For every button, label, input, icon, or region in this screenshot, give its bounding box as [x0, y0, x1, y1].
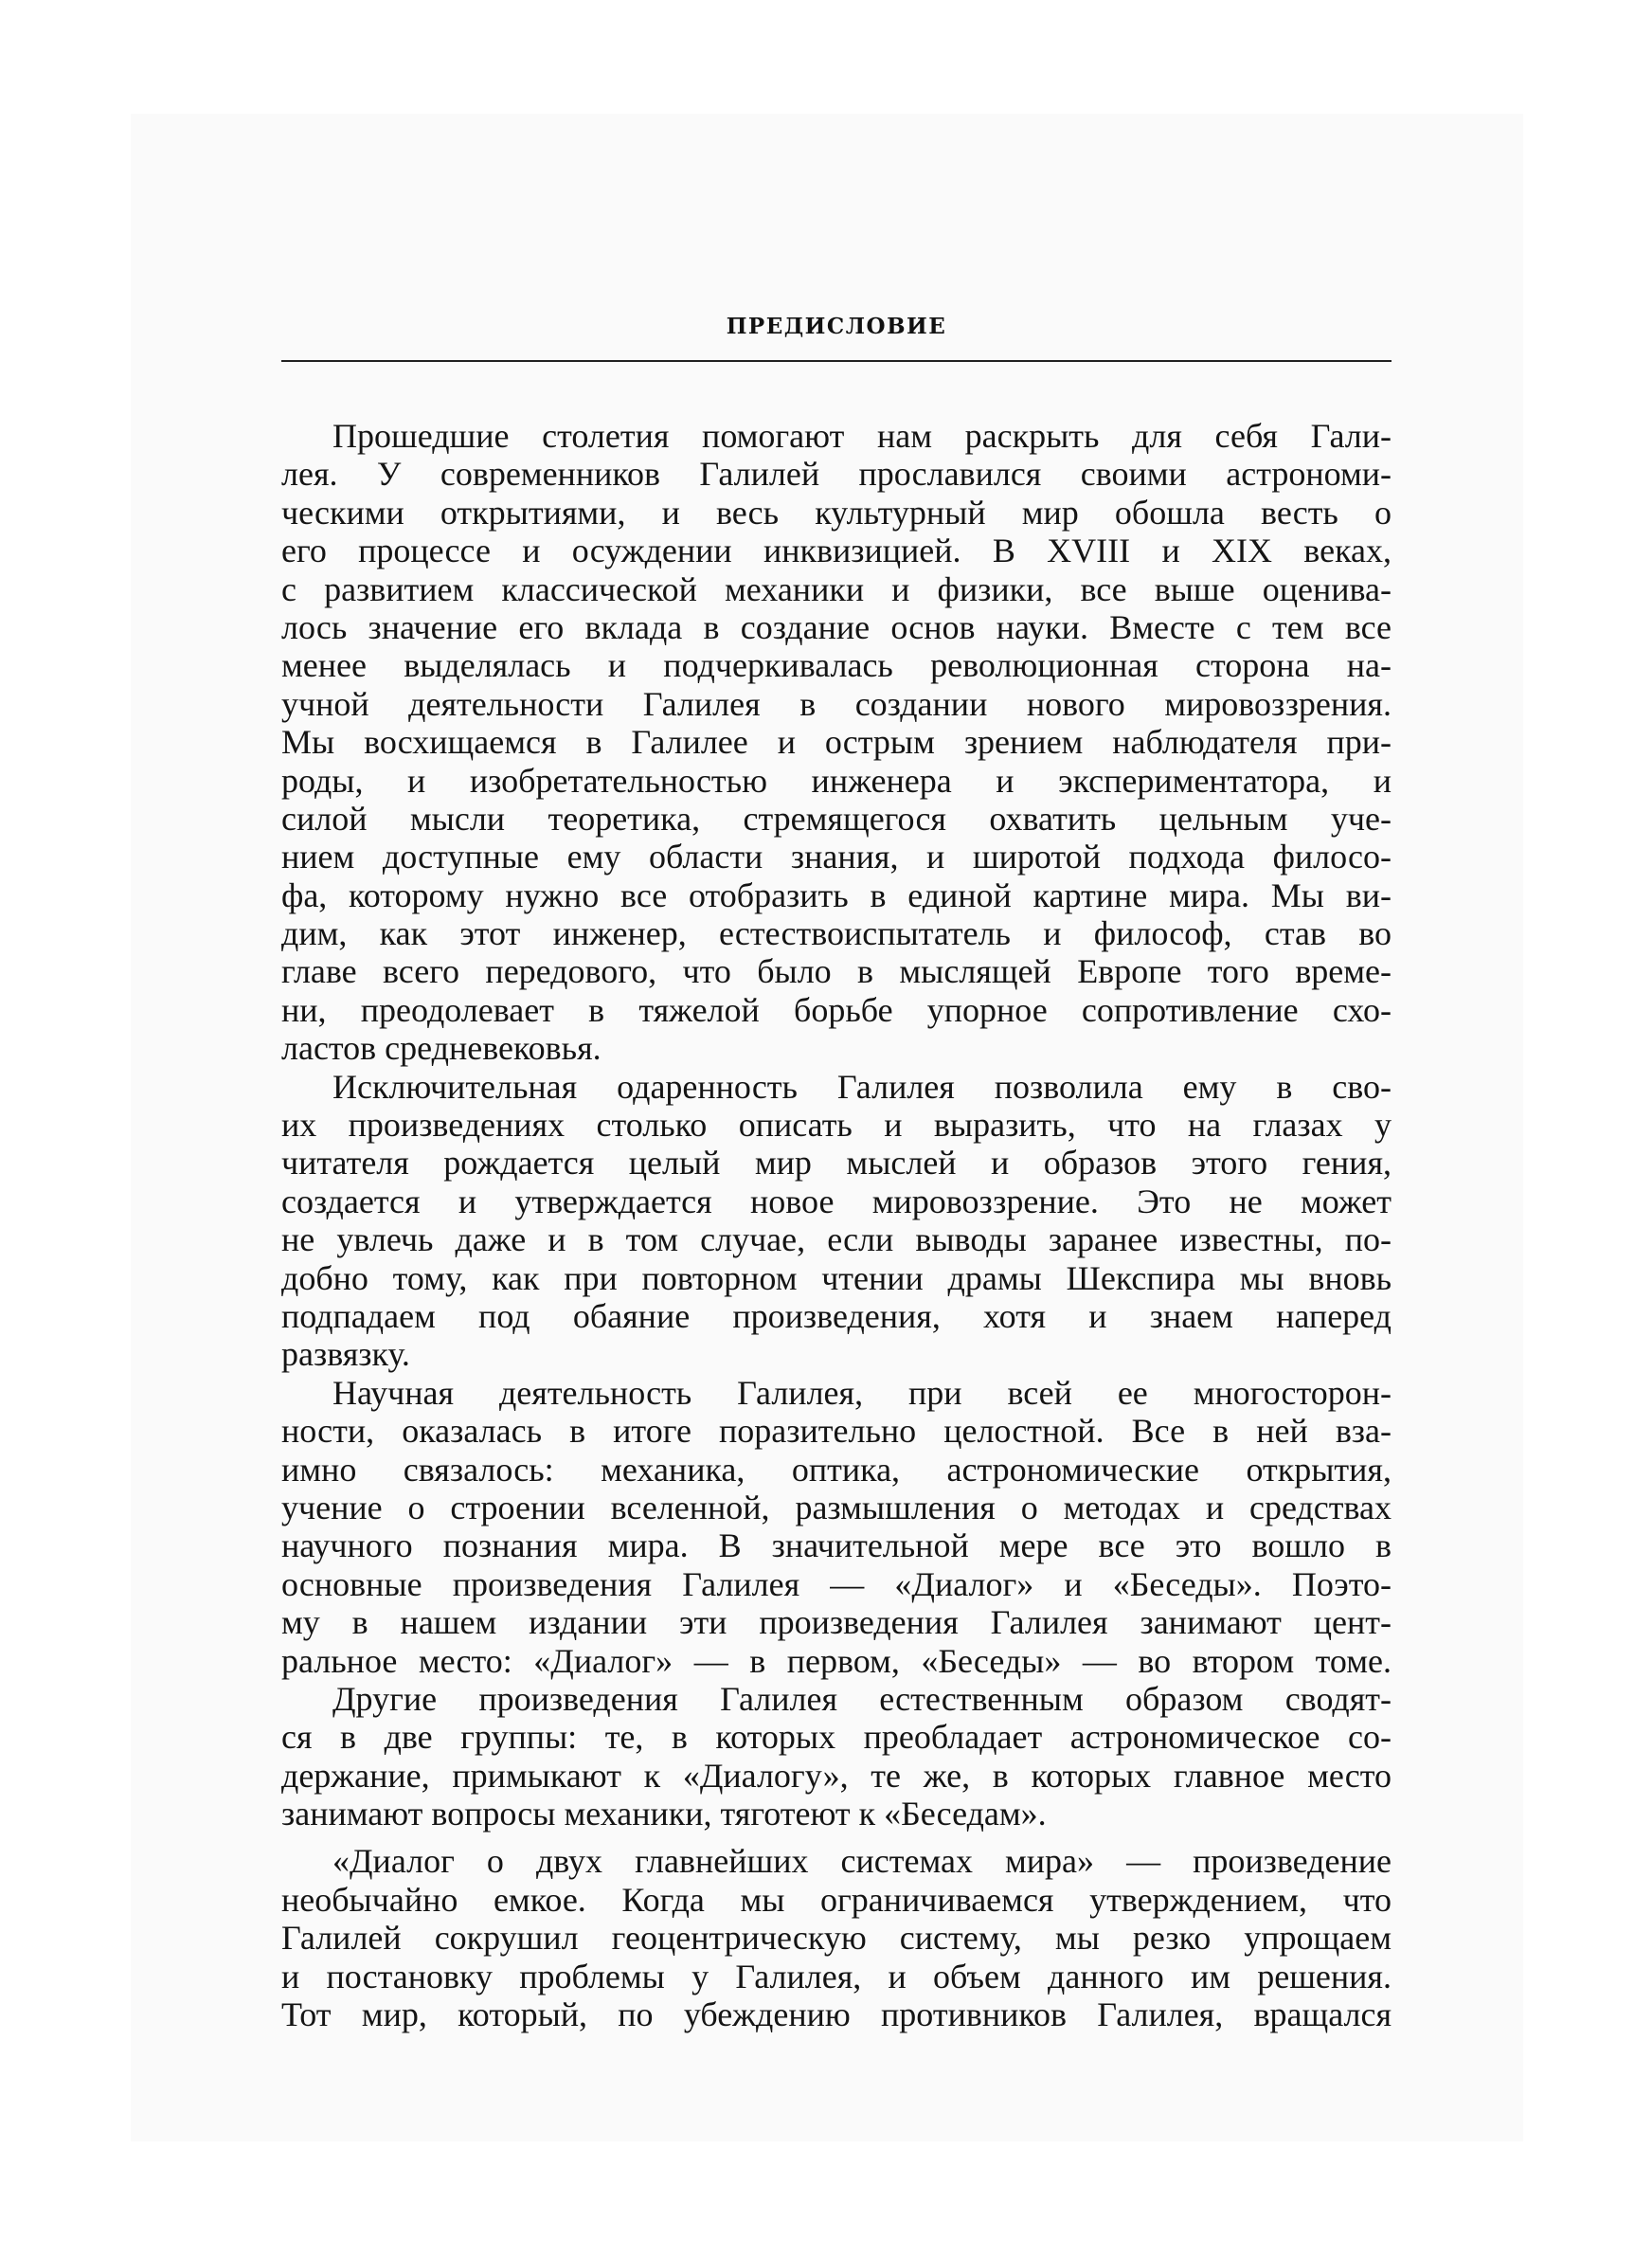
paragraph-gap	[281, 1833, 1392, 1842]
text-line: ни, преодолевает в тяжелой борьбе упорное сопротивление схо-	[281, 990, 1392, 1029]
text-line: Другие произведения Галилея естественным образом сводят-	[332, 1679, 1392, 1718]
paragraph	[281, 1842, 1392, 2033]
text-line: «Диалог о двух главнейших системах мира» — произведение	[332, 1842, 1392, 1881]
text-line: ности, оказалась в итоге поразительно целостной. Все в ней вза-	[281, 1412, 1392, 1451]
text-line: ластов средневековья.	[281, 1029, 602, 1068]
text-line: роды, и изобретательностью инженера и экспериментатора, и	[281, 761, 1392, 800]
text-line: учной деятельности Галилея в создании нового мировоззрения.	[281, 684, 1392, 723]
text-line: добно тому, как при повторном чтении драмы Шекспира мы вновь	[281, 1258, 1392, 1297]
text-line: их произведениях столько описать и выразить, что на глазах у	[281, 1106, 1392, 1145]
text-line: Галилей сокрушил геоцентрическую систему, мы резко упрощаем	[281, 1919, 1392, 1958]
text-line: Прошедшие столетия помогают нам раскрыть для себя Гали-	[332, 417, 1392, 455]
text-line: его процессе и осуждении инквизицией. В XVIII и XIX веках,	[281, 532, 1392, 570]
text-line: ральное место: «Диалог» — в первом, «Беседы» — во втором томе.	[281, 1641, 1392, 1680]
text-line: Исключительная одаренность Галилея позволила ему в сво-	[332, 1067, 1392, 1106]
text-line: с развитием классической механики и физики, все выше оценива-	[281, 569, 1392, 608]
text-line: ческими открытиями, и весь культурный мир обошла весть о	[281, 493, 1392, 532]
text-line: и постановку проблемы у Галилея, и объем данного им решения.	[281, 1957, 1392, 1995]
text-line: подпадаем под обаяние произведения, хотя и знаем наперед	[281, 1296, 1392, 1335]
text-line: лось значение его вклада в создание основ науки. Вместе с тем все	[281, 607, 1392, 646]
text-line: главе всего передового, что было в мыслящей Европе того време-	[281, 952, 1392, 991]
text-line: научного познания мира. В значительной мере все это вошло в	[281, 1526, 1392, 1565]
text-line: дим, как этот инженер, естествоиспытатель и философ, став во	[281, 914, 1392, 953]
text-line: Мы восхищаемся в Галилее и острым зрением наблюдателя при-	[281, 723, 1392, 762]
text-line: создается и утверждается новое мировоззрение. Это не может	[281, 1182, 1392, 1220]
text-line: фа, которому нужно все отобразить в единой картине мира. Мы ви-	[281, 876, 1392, 914]
text-line: развязку.	[281, 1335, 410, 1374]
text-line: держание, примыкают к «Диалогу», те же, в которых главное место	[281, 1756, 1392, 1795]
text-line: занимают вопросы механики, тяготеют к «Беседам».	[281, 1795, 1047, 1833]
paragraph	[281, 1068, 1392, 1374]
text-line: ся в две группы: те, в которых преобладает астрономическое со-	[281, 1718, 1392, 1757]
text-line: читателя рождается целый мир мыслей и образов этого гения,	[281, 1144, 1392, 1183]
text-line: необычайно емкое. Когда мы ограничиваемся утверждением, что	[281, 1880, 1392, 1919]
text-line: силой мысли теоретика, стремящегося охватить цельным уче-	[281, 799, 1392, 838]
text-line: Тот мир, который, по убеждению противников Галилея, вращался	[281, 1995, 1392, 2034]
text-line: имно связалось: механика, оптика, астрономические открытия,	[281, 1450, 1392, 1489]
paragraph	[281, 1374, 1392, 1680]
text-line: му в нашем издании эти произведения Галилея занимают цент-	[281, 1603, 1392, 1642]
header-rule	[281, 360, 1392, 362]
text-line: лея. У современников Галилей прославился своими астрономи-	[281, 455, 1392, 494]
text-line: не увлечь даже и в том случае, если выводы заранее известны, по-	[281, 1220, 1392, 1259]
paragraph	[281, 417, 1392, 1068]
text-line: нием доступные ему области знания, и широтой подхода филосо-	[281, 838, 1392, 876]
paragraph	[281, 1680, 1392, 1833]
body-text	[281, 417, 1392, 2033]
text-line: основные произведения Галилея — «Диалог» и «Беседы». Поэто-	[281, 1564, 1392, 1603]
running-header: ПРЕДИСЛОВИЕ	[726, 314, 947, 339]
text-line: учение о строении вселенной, размышления о методах и средствах	[281, 1488, 1392, 1526]
text-line: менее выделялась и подчеркивалась революционная сторона на-	[281, 646, 1392, 685]
text-line: Научная деятельность Галилея, при всей ее многосторон-	[332, 1373, 1392, 1412]
